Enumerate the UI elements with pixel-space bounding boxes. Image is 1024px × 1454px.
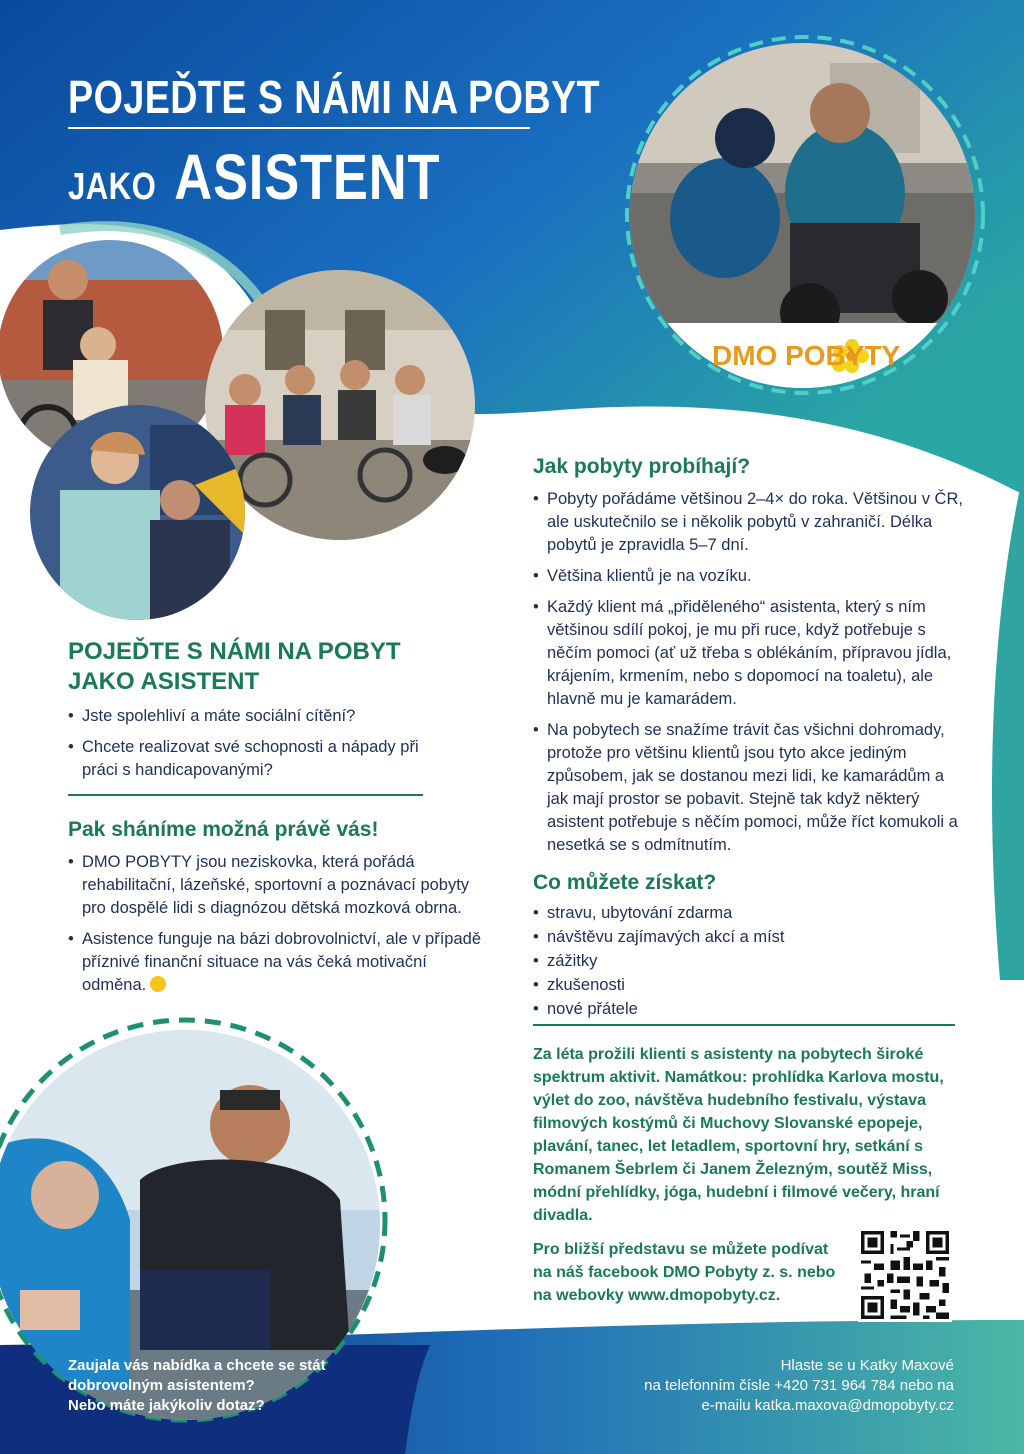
seeking-list (68, 851, 493, 997)
list-item: • stravu, ubytování zdarma (533, 902, 963, 925)
list-item: • zkušenosti (533, 974, 963, 997)
web-contact-section (533, 1238, 843, 1307)
gain-list (533, 902, 963, 1021)
photo-assistant-on-bus (30, 405, 245, 620)
page-title: POJEĎTE S NÁMI NA POBYT (68, 71, 600, 123)
gain-heading: Co můžete získat? (533, 871, 717, 894)
list-item: • Pobyty pořádáme většinou 2–4× do roka. Většinou v ČR, ale uskutečnilo se i několik pobytů v zahraničí. Délka pobytů je zpravidla 5–7 dní. (533, 488, 963, 557)
activities-text: Za léta prožili klienti s asistenty na pobytech široké spektrum aktivit. Namátkou: prohlídka Karlova mostu, výlet do zoo, návštěva hudebního festivalu, výstava filmových kostýmů či Muchovy Slovanské epopeje, plavání, tanec, let letadlem, sportovní hry, setkání s Romanem Šebrlem či Janem Železným, soutěž Miss, módní přehlídky, jóga, hudební i filmové večery, hraní divadla. (533, 1046, 944, 1224)
title-sub-big: ASISTENT (174, 141, 441, 213)
list-item-text: Asistence funguje na bázi dobrovolnictví, ale v případě příznivé finanční situace na vás čeká motivační odměna. (82, 930, 481, 994)
logo (712, 334, 902, 384)
title-divider (68, 127, 530, 129)
how-heading: Jak pobyty probíhají? (533, 455, 751, 478)
logo-text: DMO POBYTY (712, 340, 901, 371)
list-item: • Jste spolehliví a máte sociální cítění? (68, 705, 428, 728)
list-item: • Každý klient má „přiděleného“ asistenta, který s ním většinou sdílí pokoj, je mu při ruce, když potřebuje s něčím pomoci (ať už třeba s oblékáním, přípravou jídla, krájením, krmením, nebo s dopomocí na toaletu), ale hlavně mu je kamarádem. (533, 596, 963, 711)
intro-section (68, 637, 428, 782)
photo-group-in-square (205, 270, 475, 540)
qr-code-icon[interactable] (858, 1228, 952, 1322)
list-item (68, 928, 493, 997)
title-subline (68, 140, 440, 214)
footer-question: Zaujala vás nabídka a chcete se stát dobrovolným asistentem? Nebo máte jakýkoliv dotaz? (68, 1357, 326, 1414)
list-item: • Většina klientů je na vozíku. (533, 565, 963, 588)
title-sub-small: JAKO (68, 166, 157, 208)
intro-list (68, 705, 428, 782)
list-item: • DMO POBYTY jsou neziskovka, která pořádá rehabilitační, lázeňské, sportovní a poznávací pobyty pro dospělé lidi s diagnózou dětská mozková obrna. (68, 851, 493, 920)
seeking-section (68, 817, 493, 997)
section-divider (68, 794, 423, 796)
how-list (533, 488, 963, 857)
seeking-heading: Pak sháníme možná právě vás! (68, 818, 379, 841)
footer-contact (644, 1356, 954, 1416)
activities-section (533, 1043, 963, 1227)
list-item: • návštěvu zajímavých akcí a míst (533, 926, 963, 949)
intro-heading: POJEĎTE S NÁMI NA POBYT JAKO ASISTENT (68, 638, 401, 695)
list-item: • nové přátele (533, 998, 963, 1021)
how-section (533, 454, 963, 857)
smiley-icon (150, 976, 166, 992)
list-item: • Na pobytech se snažíme trávit čas všichni dohromady, protože pro většinu klientů jsou tyto akce jediným způsobem, jak se dostanou mezi lidi, ke kamarádům a jak mají prostor se pobavit. Stejně tak když některý asistent potřebuje s něčím pomoci, může říct komukoli a nesetká se s odmítnutím. (533, 719, 963, 857)
footer-contact-line: e-mailu katka.maxova@dmopobyty.cz (701, 1397, 954, 1414)
web-contact-text: Pro bližší představu se můžete podívat na náš facebook DMO Pobyty z. s. nebo na webovky www.dmopobyty.cz. (533, 1241, 836, 1304)
list-item: • Chcete realizovat své schopnosti a nápady při práci s handicapovanými? (68, 736, 428, 782)
footer-contact-line: Hlaste se u Katky Maxové (780, 1357, 954, 1374)
list-item: • zážitky (533, 950, 963, 973)
gain-section (533, 870, 963, 1021)
section-divider (533, 1024, 955, 1026)
footer-contact-line: na telefonním čísle +420 731 964 784 nebo na (644, 1377, 954, 1394)
